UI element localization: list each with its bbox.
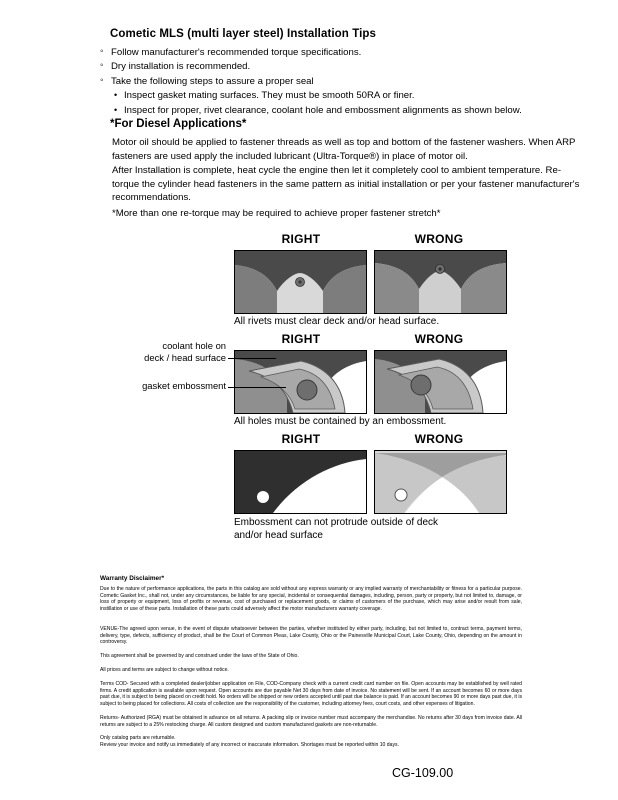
rivet-right-diagram — [235, 251, 366, 313]
diesel-paragraph-1: Motor oil should be applied to fastener threads as well as top and bottom of the fastener washers. When ARP fasteners are used apply the included lubricant (Ultra-Torque®) in place of motor oil. — [112, 137, 576, 162]
diesel-paragraph-3: *More than one re-torque may be required to achieve proper fastener stretch* — [112, 208, 441, 219]
warranty-paragraph-5: Terms COD- Secured with a completed dealer/jobber application on File, COD-Company check with a current credit card number on file. Open accounts may be established by well rated firms. A credit application is available upon request. Open accounts are due payable Net 30 days from date of invoice. No statement will be sent. If an account becomes 60 or more days past due, it is subject to being placed on credit hold. No orders will be shipped or new orders accepted until past due balance is paid. If an account becomes 90 or more days past due, it is subject to being placed for collections. All costs of collection are the responsibility of the customer, including attorney fees, court costs, and other expenses of litigation. — [100, 681, 522, 707]
figure2-wrong-panel — [374, 350, 507, 414]
rivet-wrong-diagram — [375, 251, 506, 313]
coolant-hole-annotation — [116, 340, 226, 364]
gasket-embossment-annotation: gasket embossment — [142, 380, 226, 391]
figure1-wrong-label: WRONG — [414, 232, 464, 246]
warranty-paragraph-2: VENUE-The agreed upon venue, in the event of dispute whatsoever between the parties, whether instituted by either party, including, but not limited to, contract terms, payment terms, delivery, type, defects, sufficiency of product, shall be the Court of Common Pleas, Lake County, Ohio or the Painesville Municipal Court, Lake County, Ohio, depending on the amount in controversy. — [100, 626, 522, 646]
figure3-caption-line1: Embossment can not protrude outside of deck — [234, 517, 439, 528]
warranty-title: Warranty Disclaimer* — [100, 575, 165, 582]
figure2-right-label: RIGHT — [281, 332, 321, 346]
figure3-right-panel — [234, 450, 367, 514]
figure1-right-panel — [234, 250, 367, 314]
warranty-paragraph-3: This agreement shall be governed by and construed under the laws of the State of Ohio. — [100, 653, 299, 659]
tip-item: ◦ Follow manufacturer's recommended torque specifications. — [100, 46, 600, 60]
document-number: CG-109.00 — [392, 766, 454, 780]
figure3-wrong-label: WRONG — [414, 432, 464, 446]
figure3-right-label: RIGHT — [281, 432, 321, 446]
tip-item: ◦ Take the following steps to assure a proper seal — [100, 75, 600, 89]
warranty-paragraph-4: All prices and terms are subject to change without notice. — [100, 667, 229, 673]
coolant-hole-leader-line — [228, 358, 276, 359]
figure2-wrong-label: WRONG — [414, 332, 464, 346]
figure3-caption-line2: and/or head surface — [234, 530, 323, 541]
coolant-hole-wrong-diagram — [375, 351, 506, 413]
warranty-paragraph-6: Returns- Authorized (RGA) must be obtained in advance on all returns. A packing slip or invoice number must accompany the merchandise. No returns after 30 days from invoice date. All returns are subject to a 25% restocking charge. All custom designed and custom manufactured gaskets are non-returnable. — [100, 715, 522, 728]
coolant-hole-annotation-line1: coolant hole on — [162, 340, 226, 351]
page-title: Cometic MLS (multi layer steel) Installation Tips — [110, 28, 377, 40]
figure3-caption — [234, 516, 564, 542]
embossment-right-diagram — [235, 451, 366, 513]
warranty-paragraph-1: Due to the nature of performance applications, the parts in this catalog are sold without any express warranty or any implied warranty of merchantability or fitness for a particular purpose. Cometic Gasket Inc., shall not, under any circumstances, be liable for any special, incidental or consequential damages, including, person, party or property, but not limited to, damage, or loss of property or equipment, loss of profits or revenue, cost of purchased or replacement goods, or claims of customers of the purchase, which may arise and/or result from sale, instillation or use of these parts. Installation of these parts could adversely affect the motor manufacturers warranty coverage. — [100, 586, 522, 612]
diesel-heading: *For Diesel Applications* — [110, 118, 247, 130]
figure1-caption: All rivets must clear deck and/or head surface. — [234, 316, 440, 327]
subtip-item: • Inspect for proper, rivet clearance, coolant hole and embossment alignments as shown below. — [100, 104, 600, 118]
figure2-right-panel — [234, 350, 367, 414]
coolant-hole-annotation-line2: deck / head surface — [144, 352, 226, 363]
figure2-caption: All holes must be contained by an embossment. — [234, 416, 447, 427]
embossment-wrong-diagram — [375, 451, 506, 513]
figure1-wrong-panel — [374, 250, 507, 314]
tips-list — [100, 46, 600, 118]
figure1-right-label: RIGHT — [281, 232, 321, 246]
warranty-paragraph-7: Only catalog parts are returnable. — [100, 735, 176, 741]
warranty-paragraph-8: Review your invoice and notify us immediately of any incorrect or inaccurate information. Shortages must be reported within 10 days. — [100, 742, 399, 748]
figure3-wrong-panel — [374, 450, 507, 514]
coolant-hole-right-diagram — [235, 351, 366, 413]
gasket-embossment-leader-line — [228, 387, 286, 388]
tip-item: ◦ Dry installation is recommended. — [100, 60, 600, 74]
subtip-item: • Inspect gasket mating surfaces. They must be smooth 50RA or finer. — [100, 89, 600, 103]
diesel-paragraph-2: After Installation is complete, heat cycle the engine then let it completely cool to ambient temperature. Re-torque the cylinder head fasteners in the same pattern as initial installation or per your fastener manufacturer's recommendations. — [112, 165, 580, 204]
